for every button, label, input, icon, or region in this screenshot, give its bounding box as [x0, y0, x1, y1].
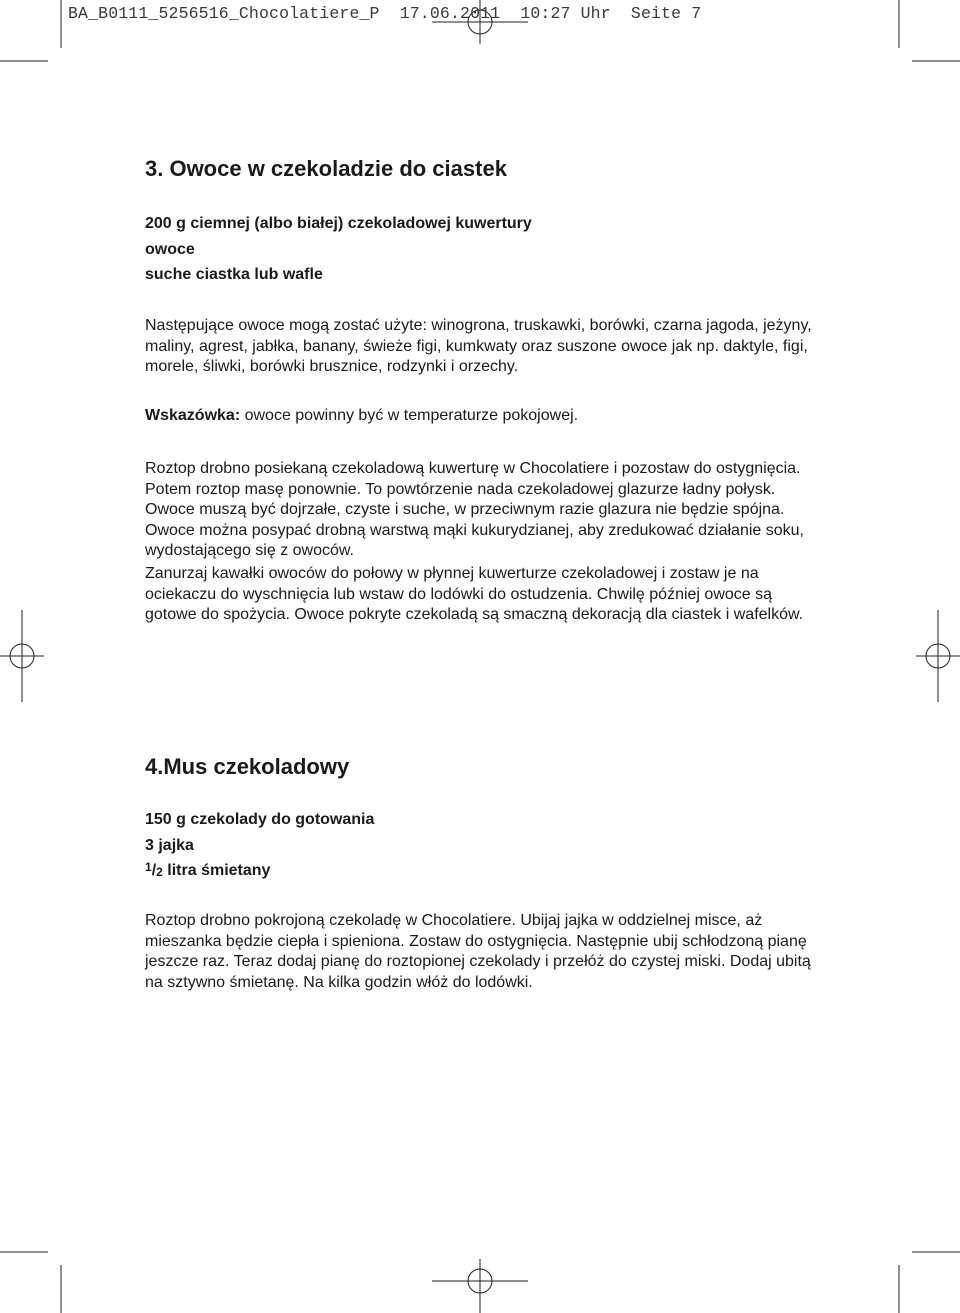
section3-ingredient-1: 200 g ciemnej (albo białej) czekoladowej kuwertury — [145, 215, 532, 232]
section4-ingredient-3: $^1$/2 litra śmietany — [145, 860, 271, 879]
section3-ingredient-3: suche ciastka lub wafle — [145, 266, 323, 283]
fraction-numerator: 1 — [145, 860, 152, 874]
tip-text: owoce powinny być w temperaturze pokojowej. — [240, 407, 579, 424]
section3-step1: Roztop drobno posiekaną czekoladową kuwerturę w Chocolatiere i pozostaw do ostygnięcia. Potem roztop masę ponownie. To powtórzenie nada czekoladowej glazurze ładny połysk. Owoce muszą być dojrzałe, czyste i suche, w przeciwnym razie glazura nie będzie spójna. Owoce można posypać drobną warstwą mąki kukurydzianej, aby zredukować działanie soku, wydostającego się z owoców. — [145, 460, 804, 559]
section3-tip — [145, 406, 815, 427]
section3-step2: Zanurzaj kawałki owoców do połowy w płynnej kuwerturze czekoladowej i zostaw je na ociekaczu do wyschnięcia lub wstaw do lodówki do ostudzenia. Chwilę później owoce są gotowe do spożycia. Owoce pokryte czekoladą są smaczną dekoracją dla ciastek i wafelków. — [145, 565, 804, 623]
registration-mark-bottom — [432, 1259, 528, 1313]
registration-mark-left — [0, 610, 44, 702]
section3-title: 3. Owoce w czekoladzie do ciastek — [145, 156, 507, 181]
section4-step: Roztop drobno pokrojoną czekoladę w Chocolatiere. Ubijaj jajka w oddzielnej misce, aż mieszanka będzie ciepła i spieniona. Zostaw do ostygnięcia. Następnie ubij schłodzoną pianę jeszcze raz. Teraz dodaj pianę do roztopionej czekolady i przełóż do czystej miski. Dodaj ubitą na sztywno śmietanę. Na kilka godzin włóż do lodówki. — [145, 912, 811, 991]
tip-label: Wskazówka: — [145, 407, 241, 424]
fraction-denominator: 2 — [156, 865, 163, 879]
ingredient-3-text: litra śmietany — [162, 862, 271, 879]
registration-mark-right — [916, 610, 960, 702]
section4-title: 4.Mus czekoladowy — [145, 754, 350, 779]
section3-ingredient-2: owoce — [145, 241, 195, 258]
print-slug: BA_B0111_5256516_Chocolatiere_P 17.06.2011 10:27 Uhr Seite 7 — [68, 4, 702, 23]
section4-ingredient-1: 150 g czekolady do gotowania — [145, 811, 375, 828]
section4-ingredient-2: 3 jajka — [145, 837, 194, 854]
section3-intro: Następujące owoce mogą zostać użyte: winogrona, truskawki, borówki, czarna jagoda, jeżyny, maliny, agrest, jabłka, banany, świeże figi, kumkwaty oraz suszone owoce jak np. daktyle, figi, morele, śliwki, borówki brusznice, rodzynki i orzechy. — [145, 317, 812, 375]
